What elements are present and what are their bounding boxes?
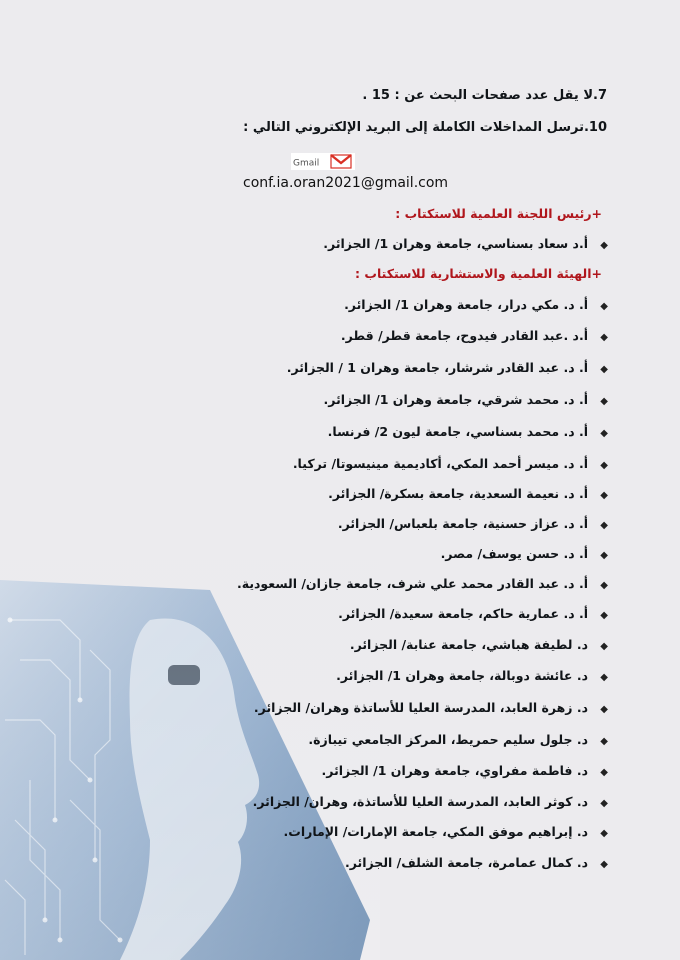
bullet-icon: ◆ [600,610,608,621]
bullet-icon: ◆ [600,798,608,809]
member-name: أ. د. حسن يوسف/ مصر. [440,546,588,561]
member-name: د. عائشة دوبالة، جامعة وهران 1/ الجزائر. [336,668,588,683]
list-item [350,637,608,652]
member-name: د. جلول سليم حمريط، المركز الجامعي تيبازة. [308,732,588,747]
member-name: د. إبراهيم موفق المكي، جامعة الإمارات/ الإمارات. [283,824,588,839]
list-item [328,486,608,501]
bullet-icon: ◆ [600,240,608,251]
board-heading: +الهيئة العلمية والاستشارية للاستكتاب : [355,266,602,281]
list-item [345,855,608,870]
bullet-icon: ◆ [600,859,608,870]
list-item [338,606,608,621]
gmail-logo-text: Gmail [293,158,320,169]
list-item [293,456,608,471]
committee-head-item [323,236,608,251]
bullet-icon: ◆ [600,520,608,531]
list-item [254,700,608,715]
member-name: أ. د. محمد شرقي، جامعة وهران 1/ الجزائر. [323,392,588,407]
bullet-icon: ◆ [600,704,608,715]
member-name: د. فاطمة مفراوي، جامعة وهران 1/ الجزائر. [321,763,588,778]
list-item [328,424,608,439]
list-item [338,516,608,531]
bullet-icon: ◆ [600,301,608,312]
member-name: د. زهرة العابد، المدرسة العليا للأساتذة وهران/ الجزائر. [253,700,588,715]
bullet-icon: ◆ [600,828,608,839]
bullet-icon: ◆ [600,428,608,439]
bullet-icon: ◆ [600,580,608,591]
list-item [253,794,608,809]
list-item [284,824,608,839]
bullet-icon: ◆ [600,460,608,471]
list-item [287,360,608,375]
bullet-icon: ◆ [600,641,608,652]
list-item [237,576,608,591]
member-name: أ. د. عبد القادر محمد علي شرف، جامعة جازان/ السعودية. [236,576,588,591]
bullet-icon: ◆ [600,550,608,561]
member-name: أ. د. ميسر أحمد المكي، أكاديمية مينيسوتا/ تركيا. [292,456,588,471]
committee-head-name: أ.د سعاد بسناسي، جامعة وهران 1/ الجزائر. [323,236,588,251]
member-name: أ. د. محمد بسناسي، جامعة ليون 2/ فرنسا. [327,424,588,439]
bullet-icon: ◆ [600,364,608,375]
list-item [308,732,608,747]
list-item [336,668,608,683]
rule-page-count: 7.لا يقل عدد صفحات البحث عن : 15 . [362,88,607,103]
bullet-icon: ◆ [600,396,608,407]
member-name: أ.د .عبد القادر فيدوح، جامعة قطر/ قطر. [340,328,588,343]
member-name: د. كوثر العابد، المدرسة العليا للأساتذة، وهران/ الجزائر. [252,794,588,809]
list-item [344,297,608,312]
contact-email[interactable]: conf.ia.oran2021@gmail.com [243,175,449,191]
member-name: أ. د. عمارية حاكم، جامعة سعيدة/ الجزائر. [338,606,588,621]
rule-email-submission: 10.ترسل المداخلات الكاملة إلى البريد الإلكتروني التالي : [243,120,607,135]
member-name: د. لطيفة هباشي، جامعة عنابة/ الجزائر. [349,637,588,652]
gmail-icon [291,153,355,170]
bullet-icon: ◆ [600,490,608,501]
list-item [324,392,608,407]
bullet-icon: ◆ [600,672,608,683]
list-item [441,546,608,561]
member-name: أ. د. نعيمة السعدية، جامعة بسكرة/ الجزائر. [328,486,588,501]
member-name: أ. د. عزاز حسنية، جامعة بلعباس/ الجزائر. [337,516,588,531]
list-item [322,763,608,778]
member-name: د. كمال عمامرة، جامعة الشلف/ الجزائر. [345,855,588,870]
member-name: أ. د. مكي درار، جامعة وهران 1/ الجزائر. [344,297,588,312]
bullet-icon: ◆ [600,736,608,747]
bullet-icon: ◆ [600,332,608,343]
bullet-icon: ◆ [600,767,608,778]
member-name: أ. د. عبد القادر شرشار، جامعة وهران 1 / الجزائر. [286,360,588,375]
list-item [341,328,608,343]
committee-head-heading: +رئيس اللجنة العلمية للاستكتاب : [395,206,602,221]
